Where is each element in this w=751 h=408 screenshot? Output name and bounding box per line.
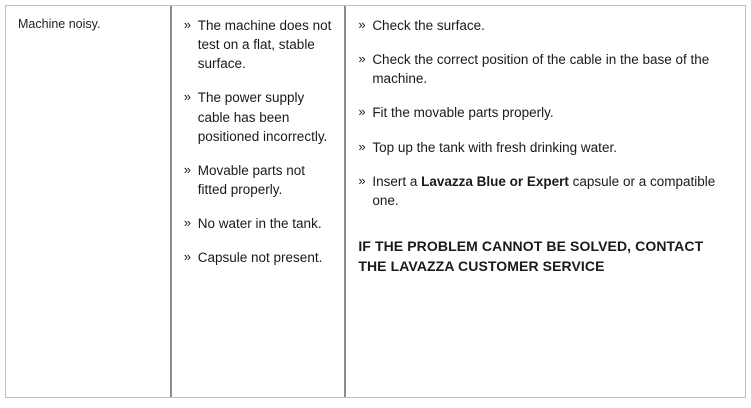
solution-text-rich [372, 172, 733, 210]
bullet-icon: » [358, 51, 366, 67]
contact-service-note: IF THE PROBLEM CANNOT BE SOLVED, CONTACT THE LAVAZZA CUSTOMER SERVICE [358, 238, 704, 275]
bullet-icon: » [183, 249, 191, 265]
bullet-icon: » [358, 104, 366, 120]
bullet-icon: » [358, 138, 366, 154]
column-solutions [346, 6, 745, 397]
list-item [184, 214, 333, 233]
troubleshooting-table [5, 5, 746, 398]
solution-text: Check the correct position of the cable in the base of the machine. [372, 52, 710, 87]
bullet-icon: » [183, 215, 191, 231]
column-problem [6, 6, 172, 397]
solution-text: Top up the tank with fresh drinking water. [372, 139, 617, 155]
solution-text-lead: Insert a [372, 173, 422, 189]
solution-text-tail: capsule or a compatible one. [372, 173, 716, 208]
list-item [184, 88, 333, 145]
cause-text: The power supply cable has been positioned incorrectly. [197, 90, 328, 144]
cause-text: No water in the tank. [197, 216, 322, 232]
solution-text-emphasis: Lavazza Blue or Expert [421, 173, 569, 189]
solution-text: Fit the movable parts properly. [372, 105, 554, 121]
cause-text: The machine does not test on a flat, stable surface. [197, 18, 332, 72]
cause-list [184, 16, 333, 268]
solution-text: Check the surface. [372, 18, 485, 33]
solution-list [358, 16, 733, 210]
list-item [358, 138, 733, 157]
cause-text: Movable parts not fitted properly. [197, 162, 306, 198]
bullet-icon: » [183, 17, 191, 32]
list-item [358, 50, 733, 88]
list-item [358, 172, 733, 210]
list-item [358, 103, 733, 122]
cause-text: Capsule not present. [197, 250, 323, 266]
column-causes [172, 6, 347, 397]
bullet-icon: » [358, 172, 366, 188]
list-item [358, 16, 733, 35]
bullet-icon: » [358, 17, 366, 32]
problem-text: Machine noisy. [18, 17, 101, 31]
list-item [184, 16, 333, 73]
list-item [184, 248, 333, 267]
bullet-icon: » [183, 89, 191, 105]
bullet-icon: » [183, 161, 191, 177]
list-item [184, 161, 333, 199]
